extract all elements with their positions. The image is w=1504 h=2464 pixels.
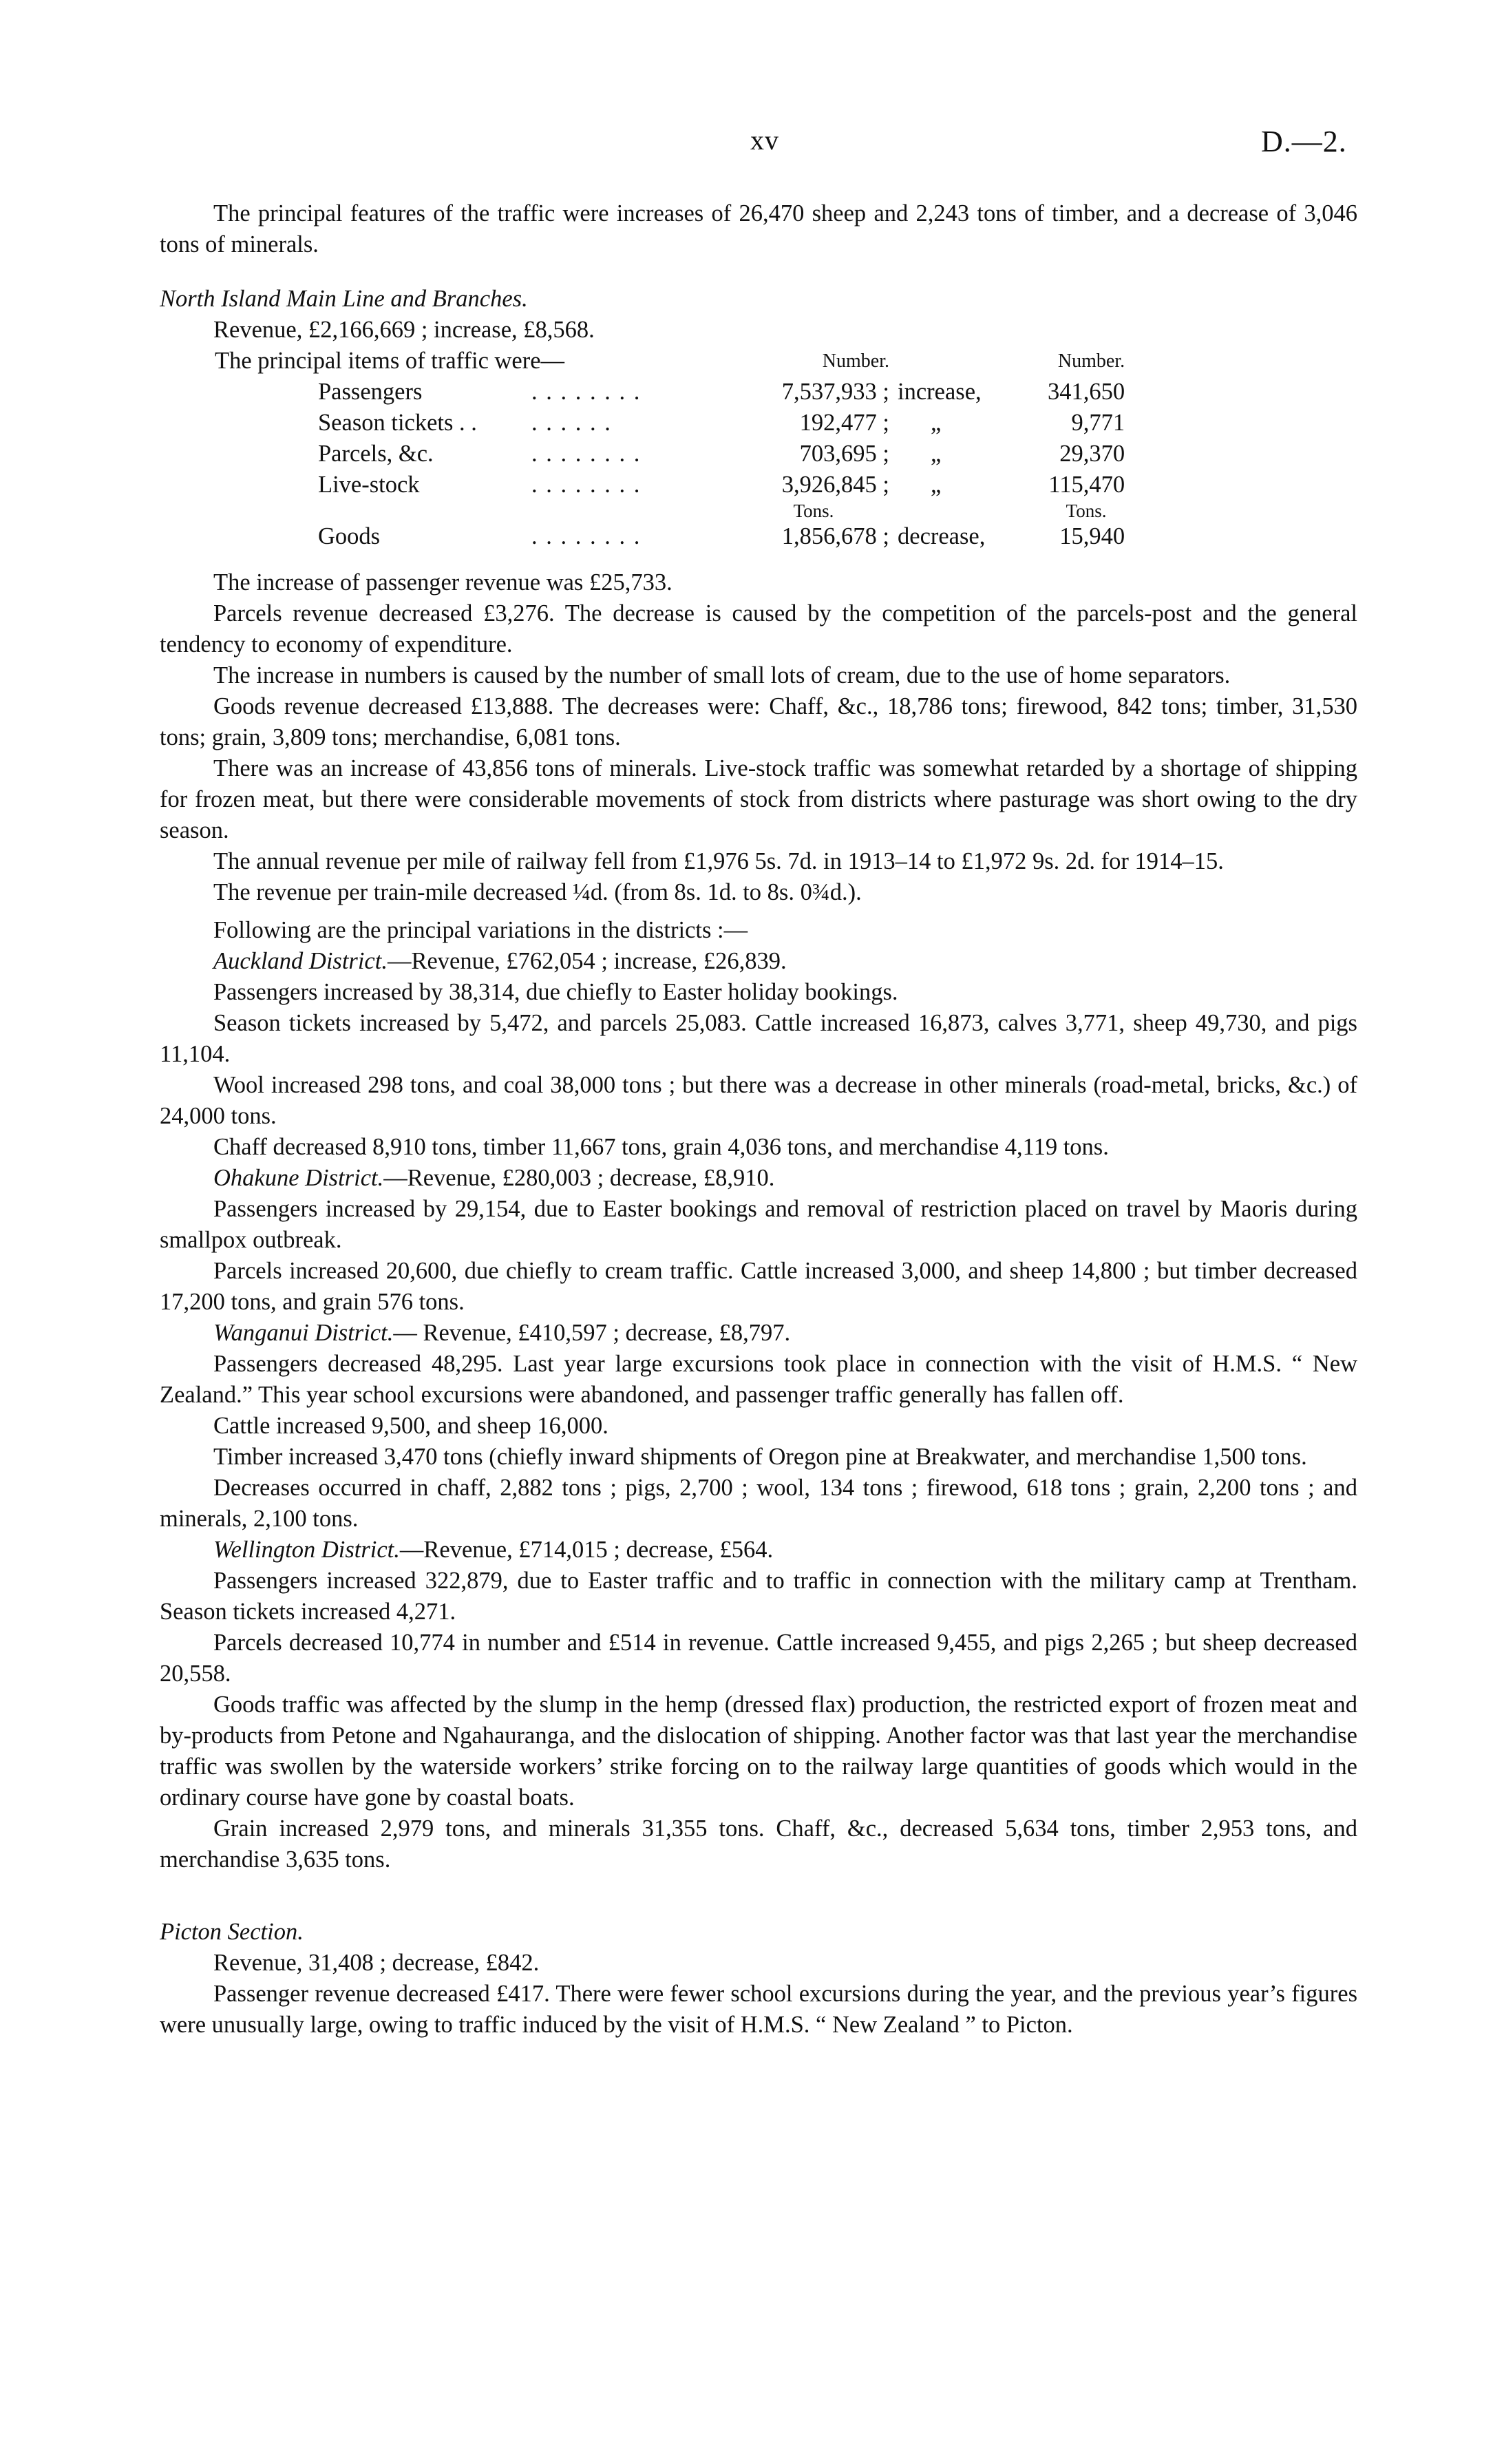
paragraph: Parcels decreased 10,774 in number and £514 in revenue. Cattle increased 9,455, and pigs 2,265 ; but sheep decreased 20,558. (160, 1630, 1357, 1687)
tons-header-change: Tons. (1066, 501, 1107, 521)
intro-paragraph: The principal features of the traffic were increases of 26,470 sheep and 2,243 tons of timber, and a decrease of 3,046 tons of minerals. (160, 200, 1357, 257)
row-change: increase, (898, 379, 982, 405)
paragraph: Cattle increased 9,500, and sheep 16,000. (213, 1413, 608, 1439)
district-heading-wanganui (160, 1318, 1357, 1349)
district-summary: —Revenue, £714,015 ; decrease, £564. (399, 1537, 774, 1563)
row-label: Passengers (318, 379, 423, 405)
row-change: „ (931, 410, 942, 436)
section-title-picton: Picton Section. (160, 1919, 304, 1945)
north-island-revenue: Revenue, £2,166,669 ; increase, £8,568. (213, 317, 595, 343)
paragraph: Season tickets increased by 5,472, and parcels 25,083. Cattle increased 16,873, calves 3,771, sheep 49,730, and pigs 11,104. (160, 1010, 1357, 1067)
row-delta: 29,370 (1059, 441, 1125, 467)
paragraph: Goods revenue decreased £13,888. The decreases were: Chaff, &c., 18,786 tons; firewood, 842 tons; timber, 31,530 tons; grain, 3,809 tons; merchandise, 6,081 tons. (160, 693, 1357, 750)
paragraph: The annual revenue per mile of railway fell from £1,976 5s. 7d. in 1913–14 to £1,972 9s. 2d. for 1914–15. (213, 848, 1224, 874)
row-change: „ (931, 472, 942, 498)
document-reference: D.—2. (1261, 125, 1347, 158)
district-name: Wanganui District. (213, 1320, 394, 1346)
leader-dots: . . . . . . . . (531, 379, 642, 405)
tons-header: Tons. (793, 501, 834, 521)
paragraph: The increase in numbers is caused by the number of small lots of cream, due to the use of home separators. (213, 662, 1231, 688)
picton-revenue: Revenue, 31,408 ; decrease, £842. (213, 1950, 540, 1976)
row-label: Goods (318, 523, 381, 549)
paragraph: There was an increase of 43,856 tons of minerals. Live-stock traffic was somewhat retarded by a shortage of shipping for frozen meat, but there were considerable movements of stock from districts where pasturage was short owing to the dry season. (160, 755, 1357, 843)
district-heading-wellington (160, 1535, 1357, 1566)
district-name: Ohakune District. (213, 1165, 384, 1191)
leader-dots: . . . . . . . . (531, 441, 642, 467)
row-label: Live-stock (318, 472, 420, 498)
leader-dots: . . . . . . . . (531, 472, 642, 498)
paragraph: The increase of passenger revenue was £25,733. (213, 569, 672, 596)
column-header-number: Number. (822, 350, 889, 372)
leader-dots: . . . . . . . . (531, 523, 642, 549)
row-value: 1,856,678 ; (781, 523, 889, 549)
row-delta: 15,940 (1059, 523, 1125, 549)
table-row (318, 408, 1125, 439)
district-name: Wellington District. (213, 1537, 400, 1563)
paragraph: Timber increased 3,470 tons (chiefly inward shipments of Oregon pine at Breakwater, and merchandise 1,500 tons. (213, 1444, 1307, 1470)
paragraph: The revenue per train-mile decreased ¼d. (from 8s. 1d. to 8s. 0¾d.). (213, 879, 862, 905)
row-value: 3,926,845 ; (781, 472, 889, 498)
paragraph: Passengers increased by 29,154, due to Easter bookings and removal of restriction placed on travel by Maoris during smallpox outbreak. (160, 1196, 1357, 1253)
row-label: Season tickets . . (318, 410, 477, 436)
district-heading-auckland (160, 946, 1357, 977)
district-name: Auckland District. (213, 948, 388, 974)
row-delta: 9,771 (1071, 410, 1125, 436)
row-change: „ (931, 441, 942, 467)
row-delta: 115,470 (1048, 472, 1125, 498)
table-row (318, 470, 1125, 501)
row-delta: 341,650 (1048, 379, 1125, 405)
page-body (160, 198, 1357, 2041)
row-change: decrease, (898, 523, 986, 549)
variations-intro: Following are the principal variations in the districts :— (213, 917, 748, 943)
page-number: xv (750, 125, 779, 156)
traffic-table (215, 346, 1125, 552)
paragraph: Wool increased 298 tons, and coal 38,000 tons ; but there was a decrease in other minerals (road-metal, bricks, &c.) of 24,000 tons. (160, 1072, 1357, 1129)
district-summary: —Revenue, £762,054 ; increase, £26,839. (387, 948, 787, 974)
row-value: 7,537,933 ; (781, 379, 889, 405)
paragraph: Decreases occurred in chaff, 2,882 tons ; pigs, 2,700 ; wool, 134 tons ; firewood, 618 tons ; grain, 2,200 tons ; and minerals, 2,100 tons. (160, 1475, 1357, 1532)
paragraph: Passenger revenue decreased £417. There were fewer school excursions during the year, and the previous year’s figures were unusually large, owing to traffic induced by the visit of H.M.S. “ New Zealand ” to Picton. (160, 1981, 1357, 2038)
paragraph: Passengers increased 322,879, due to Easter traffic and to traffic in connection with the military camp at Trentham. Season tickets increased 4,271. (160, 1568, 1357, 1625)
table-row (318, 521, 1125, 552)
paragraph: Passengers decreased 48,295. Last year large excursions took place in connection with the visit of H.M.S. “ New Zealand.” This year school excursions were abandoned, and passenger traffic generally has fallen off. (160, 1351, 1357, 1408)
column-header-number-change: Number. (1057, 350, 1125, 372)
table-row (318, 439, 1125, 470)
row-value: 192,477 ; (799, 410, 889, 436)
row-value: 703,695 ; (799, 441, 889, 467)
paragraph: Parcels revenue decreased £3,276. The decrease is caused by the competition of the parcels-post and the general tendency to economy of expenditure. (160, 600, 1357, 657)
district-summary: — Revenue, £410,597 ; decrease, £8,797. (393, 1320, 791, 1346)
leader-dots: . . . . . . (531, 410, 612, 436)
paragraph: Passengers increased by 38,314, due chiefly to Easter holiday bookings. (213, 979, 898, 1005)
traffic-intro: The principal items of traffic were— (215, 348, 565, 374)
district-heading-ohakune (160, 1163, 1357, 1194)
row-label: Parcels, &c. (318, 441, 434, 467)
paragraph: Chaff decreased 8,910 tons, timber 11,667 tons, grain 4,036 tons, and merchandise 4,119 tons. (213, 1134, 1109, 1160)
paragraph: Grain increased 2,979 tons, and minerals 31,355 tons. Chaff, &c., decreased 5,634 tons, timber 2,953 tons, and merchandise 3,635 tons. (160, 1815, 1357, 1873)
section-title-north-island: North Island Main Line and Branches. (160, 286, 528, 312)
paragraph: Parcels increased 20,600, due chiefly to cream traffic. Cattle increased 3,000, and sheep 14,800 ; but timber decreased 17,200 tons, and grain 576 tons. (160, 1258, 1357, 1315)
paragraph: Goods traffic was affected by the slump in the hemp (dressed flax) production, the restricted export of frozen meat and by-products from Petone and Ngahauranga, and the dislocation of shipping. Another factor was that last year the merchandise traffic was swollen by the waterside workers’ strike forcing on to the railway large quantities of goods which would in the ordinary course have gone by coastal boats. (160, 1692, 1357, 1811)
district-summary: —Revenue, £280,003 ; decrease, £8,910. (383, 1165, 775, 1191)
table-row (318, 377, 1125, 408)
